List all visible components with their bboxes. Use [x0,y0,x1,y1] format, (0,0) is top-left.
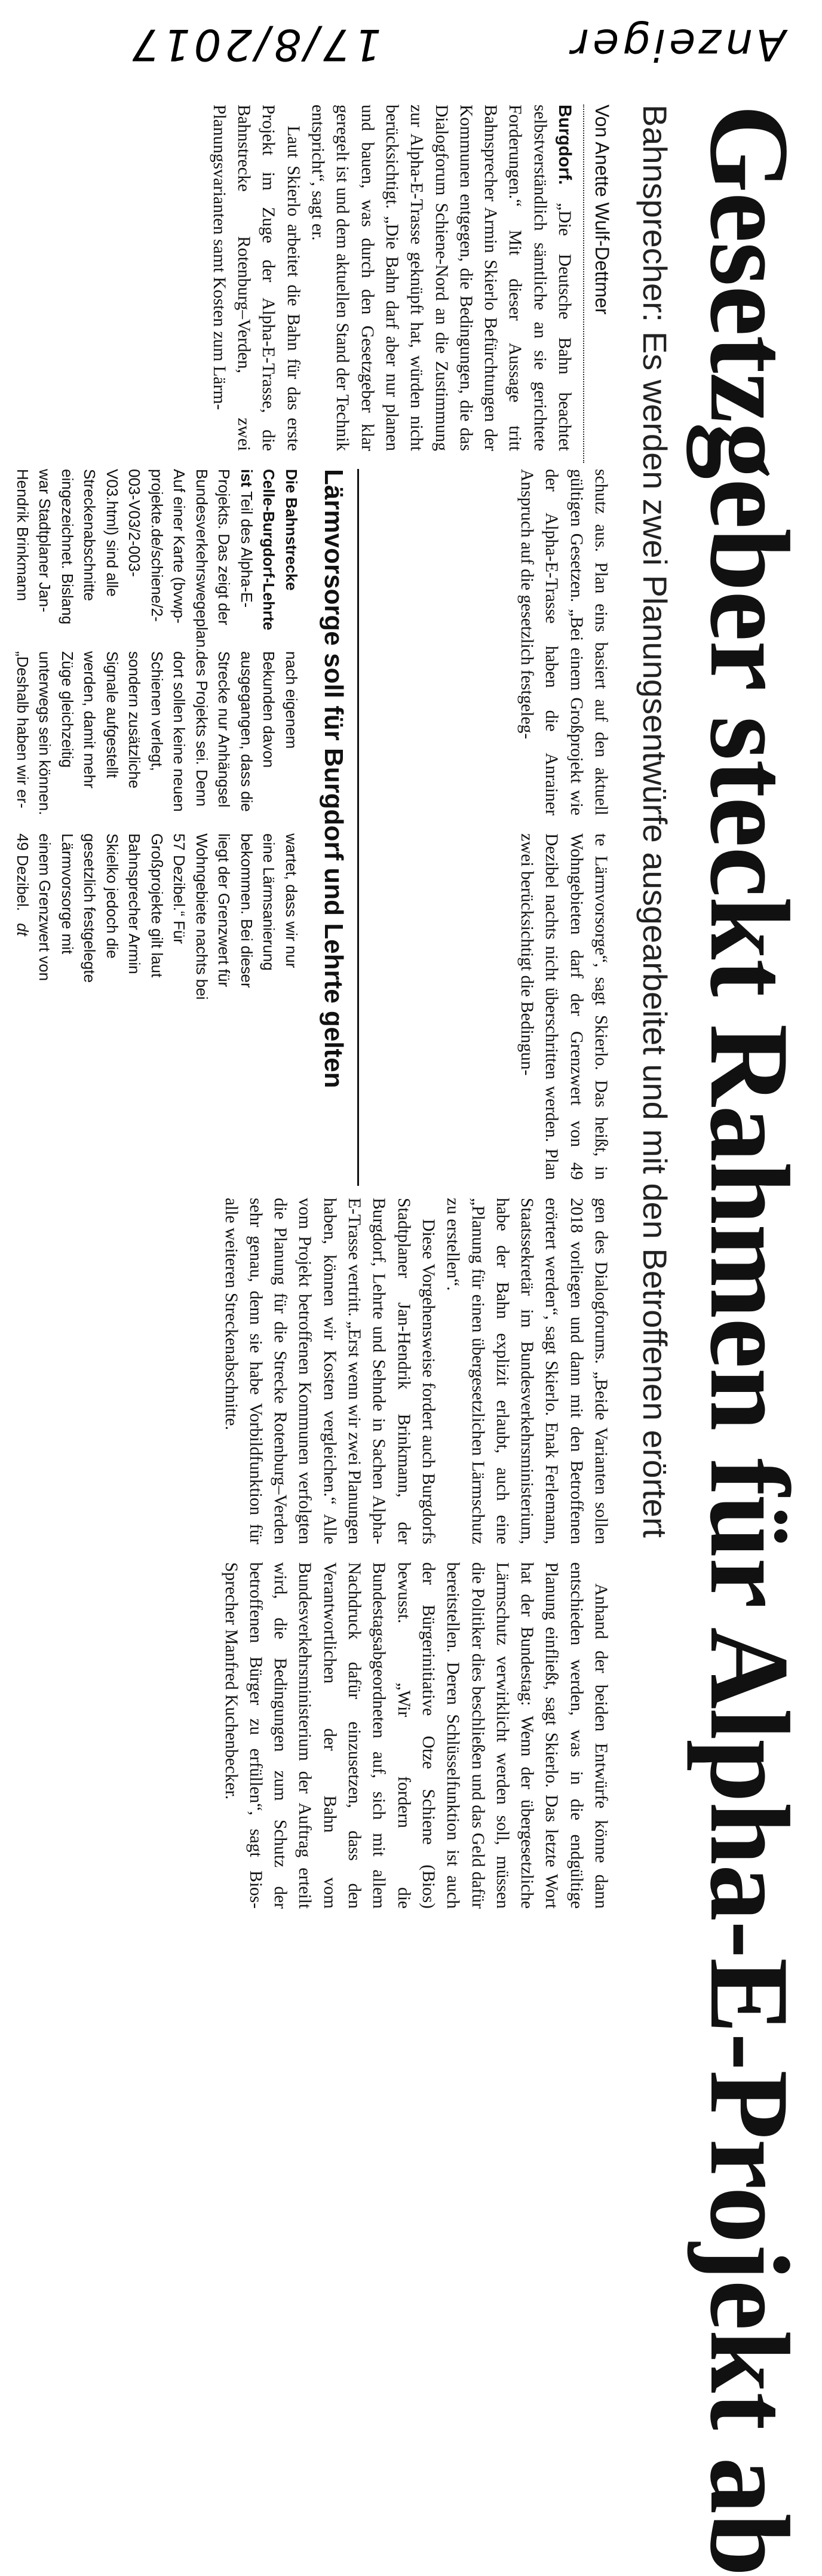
article-column-2 [514,469,613,815]
byline-divider [583,105,584,463]
dateline: Burgdorf. [555,105,575,185]
paragraph [11,469,303,652]
paragraph-text: „Die Deutsche Bahn beachtet selbstverständlich sämtliche an sie gerichtete Forderungen.“ Mit dieser Aussage tritt Bahnsprecher Armin Skierlo Befürchtungen der Kommunen entgegen, die Bedingungen, die das Dialogforum Schiene-Nord an die Zustimmung zur Alpha-E-Trasse geknüpft hat, würden nicht berücksichtigt. „Die Bahn darf aber nur planen und bauen, was durch den Gesetzgeber klar geregelt ist und dem aktuellen Stand der Technik entspricht“, sagt er. [308,105,574,452]
article-column-1 [207,105,577,451]
paragraph-text: Teil des Alpha-E-Projekts. Das zeigt der Bundesverkehrswegeplan. Auf einer Karte (bvwp-projekte.de/schiene/2-003-V03/2-003-V03.html) sind alle Streckenabschnitte eingezeichnet. Bislang war Stadtplaner Jan-Hendrik Brinkmann [14,469,256,652]
paragraph: gen des Dialogforums. „Beide Varianten sollen 2018 vorliegen und dann mit den Betroffenen erörtert werden“, sagt Skierlo. Enak Ferlemann, Staatssekretär im Bundesverkehrsministerium, habe der Bahn explizit erlaubt, auch eine „Planung für einen übergesetzlichen Lärmschutz zu erstellen“. [443,1198,611,1544]
note-date: 17/8/2017 [128,20,382,70]
author-initials: dt [14,923,32,936]
headline: Gesetzgeber steckt Rahmen für Alpha-E-Projekt ab [686,105,812,2576]
handwritten-note [128,18,786,72]
paragraph: nach eigenem Bekunden davon ausgegangen, dass die Strecke nur Anhängsel des Projekts sei. Denn dort sollen keine neuen Schienen verlegt, sondern zusätzliche Signale aufgestellt werden, damit mehr Züge gleichzeitig unterwegs sein können. „Deshalb haben wir er- [14,651,300,815]
paragraph: Laut Skierlo arbeitet die Bahn für das erste Projekt im Zuge der Alpha-E-Trasse, die Bahnstrecke Rotenburg–Verden, zwei Planungsvarianten samt Kosten zum Lärm- [209,105,303,451]
article-column-5 [218,1562,613,1909]
paragraph [305,105,577,451]
article-column-3 [514,833,613,1180]
paragraph: Anhand der beiden Entwürfe könne dann entschieden werden, was in die endgültige Planung einfließt, sagt Skierlo. Das letzte Wort hat der Bundestag: Wenn der übergesetzliche Lärmschutz verwirklicht werden soll, müssen die Politiker dies beschließen und das Geld dafür bereitstellen. Deren Schlüsselfunktion ist auch der Bürgerinitiative Otze Schiene (Bios) bewusst. „Wir fordern die Bundestagsabgeordneten auf, sich mit allem Nachdruck dafür einzusetzen, dass den Verantwortlichen der Bahn vom Bundesverkehrsministerium der Auftrag erteilt wird, die Bedingungen zum Schutz der betroffenen Bürger zu erfüllen“, sagt Bios-Sprecher Manfred Kuchenbecker. [221,1562,611,1909]
infobox-column-1 [11,469,303,652]
paragraph: Diese Vorgehensweise fordert auch Burgdorfs Stadtplaner Jan-Hendrik Brinkmann, der Burgdorf, Lehrte und Sehnde in Sachen Alpha-E-Trasse vertritt. „Erst wenn wir zwei Planungen haben, können wir Kosten vergleichen.“ Alle vom Projekt betroffenen Kommunen verfolgten die Planung für die Strecke Rotenburg–Verden sehr genau, denn sie habe Vorbildfunktion für alle weiteren Streckenabschnitte. [221,1198,438,1544]
paragraph: te Lärmvorsorge“, sagt Skierlo. Das heißt, in Wohngebieten darf der Grenzwert von 49 Dezibel nachts nicht überschritten werden. Plan zwei berücksichtigt die Bedingun- [517,833,611,1180]
article-column-4 [218,1198,613,1544]
infobox-divider [357,469,359,1186]
paragraph-text: wartet, dass wir nur eine Lärmsanierung bekommen. Bei dieser liegt der Grenzwert für Wohngebiete nachts bei 57 Dezibel.“ Für Großprojekte gilt laut Bahnsprecher Armin Skielko jedoch die gesetzlich festgelegte Lärmvorsorge mit einem Grenzwert von 49 Dezibel. [14,833,300,1000]
infobox-lead: Die Bahnstrecke Celle-Burgdorf-Lehrte ist [238,469,300,631]
newspaper-article [14,78,822,2576]
note-source: Anzeiger [568,20,786,70]
infobox-column-2 [11,651,303,818]
subheadline: Bahnsprecher: Es werden zwei Planungsentwürfe ausgearbeitet und mit den Betroffenen erörtert [636,105,674,1538]
infobox-column-3 [11,833,303,1001]
paragraph [11,833,303,1001]
byline: Von Anette Wulf-Dettmer [591,105,613,315]
paragraph: schutz aus. Plan eins basiert auf den aktuell gültigen Gesetzen. „Bei einem Großprojekt wie der Alpha-E-Trasse haben die Anrainer Anspruch auf die gesetzlich festgeleg- [517,469,611,815]
infobox-title: Lärmvorsorge soll für Burgdorf und Lehrte gelten [319,469,348,1088]
